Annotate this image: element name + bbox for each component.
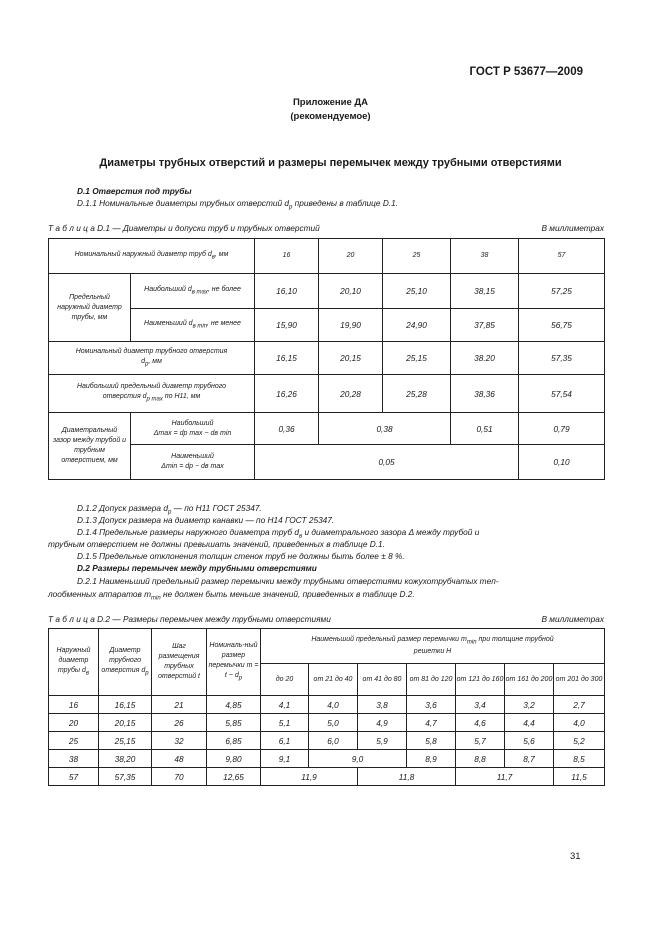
table-cell: 20,15 xyxy=(99,714,152,732)
table-cell: 25,28 xyxy=(383,375,451,413)
table-cell: 20,28 xyxy=(319,375,383,413)
table2-subcol: от 41 до 80 xyxy=(358,664,407,696)
table-cell: 38,36 xyxy=(451,375,519,413)
table-row xyxy=(49,732,605,750)
table1-row-hole xyxy=(49,342,605,375)
table-cell: 16,15 xyxy=(255,342,319,375)
standard-header: ГОСТ Р 53677—2009 xyxy=(469,66,583,78)
table-cell: 32 xyxy=(152,732,207,750)
table2-subcol: до 20 xyxy=(261,664,309,696)
table1-gap-max-label: Наибольший Δmax = dp max − dв min xyxy=(131,413,255,445)
table2-subcol: от 81 до 120 xyxy=(407,664,456,696)
table1-max-label: Наибольший $d_{в max}$, не более xyxy=(131,274,255,309)
table-cell: 3,6 xyxy=(407,696,456,714)
table-cell: 8,8 xyxy=(456,750,505,768)
table-cell: 8,7 xyxy=(505,750,554,768)
paragraph-d21-cont: лообменных аппаратов $m_{min}$ не должен быть меньше значений, приведенных в таблице D.2. xyxy=(48,589,415,602)
table-cell: 57 xyxy=(519,239,605,274)
table-cell: 4,0 xyxy=(554,714,605,732)
table-cell: 11,5 xyxy=(554,768,605,786)
table1-row-hole-max xyxy=(49,375,605,413)
table-cell: 19,90 xyxy=(319,309,383,342)
table1-row-max xyxy=(49,274,605,309)
table-cell: 5,7 xyxy=(456,732,505,750)
table-cell: 21 xyxy=(152,696,207,714)
table-cell: 0,38 xyxy=(319,413,451,445)
table-cell: 4,85 xyxy=(207,696,261,714)
annex-title: Приложение ДА xyxy=(292,97,369,108)
table2-group-header: Наименьший предельный размер перемычки $m_{min}$ при толщине трубной решетки Н xyxy=(261,629,605,664)
table-cell: 8,5 xyxy=(554,750,605,768)
table2-col-hole-diameter: Диаметр трубного отверстия $d_p$ xyxy=(99,629,152,696)
table1-row-nominal xyxy=(49,239,605,274)
table2-col-nominal-bridge: Номиналь-ный размер перемычки $m = t - d_p$ xyxy=(207,629,261,696)
table1-gap-min-label: Наименьший Δmin = dp − dв max xyxy=(131,445,255,480)
page-number: 31 xyxy=(570,851,581,862)
table-d2 xyxy=(48,628,605,786)
table2-col-outer-diameter: Наружный диаметр трубы $d_в$ xyxy=(49,629,99,696)
table2-caption: Т а б л и ц а D.2 — Размеры перемычек между трубными отверстиями xyxy=(48,614,331,624)
table-cell: 25,15 xyxy=(99,732,152,750)
table-cell: 70 xyxy=(152,768,207,786)
table-cell: 37,85 xyxy=(451,309,519,342)
table1-row-min xyxy=(49,309,605,342)
table-cell: 2,7 xyxy=(554,696,605,714)
table-cell: 24,90 xyxy=(383,309,451,342)
table-cell: 38 xyxy=(451,239,519,274)
table-cell: 16,26 xyxy=(255,375,319,413)
table-cell: 38,15 xyxy=(451,274,519,309)
paragraph-d12: D.1.2 Допуск размера $d_p$ — по Н11 ГОСТ 25347. xyxy=(77,503,262,516)
paragraph-d11: D.1.1 Номинальные диаметры трубных отверстий $d_p$ приведены в таблице D.1. xyxy=(77,198,399,211)
table-cell: 8,9 xyxy=(407,750,456,768)
paragraph-d14: D.1.4 Предельные размеры наружного диаметра труб $d_в$ и диаметрального зазора Δ между трубой и xyxy=(77,527,480,540)
table-cell: 6,1 xyxy=(261,732,309,750)
table1-hole-max-label: Наибольший предельный диаметр трубного отверстия $d_{p max}$ по Н11, мм xyxy=(49,375,255,413)
table-cell: 5,1 xyxy=(261,714,309,732)
table-cell: 11,9 xyxy=(261,768,358,786)
table-row xyxy=(49,750,605,768)
table-cell: 25 xyxy=(49,732,99,750)
table1-row-gap-max xyxy=(49,413,605,445)
table-cell: 4,4 xyxy=(505,714,554,732)
section-d2-heading: D.2 Размеры перемычек между трубными отверстиями xyxy=(77,563,317,573)
table-cell: 6,85 xyxy=(207,732,261,750)
table-cell: 11,7 xyxy=(456,768,554,786)
section-d1-heading: D.1 Отверстия под трубы xyxy=(77,186,192,196)
table-cell: 0,10 xyxy=(519,445,605,480)
table2-subcol: от 121 до 160 xyxy=(456,664,505,696)
table-cell: 16,10 xyxy=(255,274,319,309)
table-cell: 11,8 xyxy=(358,768,456,786)
table-d1 xyxy=(48,238,605,480)
table-row xyxy=(49,714,605,732)
table-cell: 48 xyxy=(152,750,207,768)
table-cell: 57,35 xyxy=(519,342,605,375)
table1-nominal-label: Номинальный наружный диаметр труб $d_в$, мм xyxy=(49,239,255,274)
table-cell: 38,20 xyxy=(99,750,152,768)
table-row xyxy=(49,696,605,714)
table-cell: 3,8 xyxy=(358,696,407,714)
table1-hole-label: Номинальный диаметр трубного отверстия $d_p$, мм xyxy=(49,342,255,375)
table-cell: 20 xyxy=(319,239,383,274)
table-cell: 57 xyxy=(49,768,99,786)
table1-row-gap-min xyxy=(49,445,605,480)
table-cell: 57,35 xyxy=(99,768,152,786)
table-cell: 6,0 xyxy=(309,732,358,750)
table-cell: 25,10 xyxy=(383,274,451,309)
table-cell: 5,9 xyxy=(358,732,407,750)
table1-min-label: Наименьший $d_{в min}$, не менее xyxy=(131,309,255,342)
table-cell: 4,9 xyxy=(358,714,407,732)
table-cell: 16 xyxy=(255,239,319,274)
table-row xyxy=(49,768,605,786)
table1-limit-label: Предельный наружный диаметр трубы, мм xyxy=(49,274,131,342)
table-cell: 4,7 xyxy=(407,714,456,732)
table-cell: 4,0 xyxy=(309,696,358,714)
table-cell: 0,51 xyxy=(451,413,519,445)
chapter-title: Диаметры трубных отверстий и размеры перемычек между трубными отверстиями xyxy=(99,157,562,169)
table-cell: 38 xyxy=(49,750,99,768)
table1-units: В миллиметрах xyxy=(541,223,604,233)
table-cell: 16,15 xyxy=(99,696,152,714)
table2-subcol: от 201 до 300 xyxy=(554,664,605,696)
table-cell: 5,6 xyxy=(505,732,554,750)
paragraph-d21: D.2.1 Наименьший предельный размер перемычки между трубными отверстиями кожухотрубчатых теп- xyxy=(77,576,499,586)
table-cell: 26 xyxy=(152,714,207,732)
table-cell: 38.20 xyxy=(451,342,519,375)
table1-caption: Т а б л и ц а D.1 — Диаметры и допуски труб и трубных отверстий xyxy=(48,223,320,233)
table-cell: 25 xyxy=(383,239,451,274)
table-cell: 15,90 xyxy=(255,309,319,342)
paragraph-d15: D.1.5 Предельные отклонения толщин стенок труб не должны быть более ± 8 %. xyxy=(77,551,405,561)
table-cell: 16 xyxy=(49,696,99,714)
table-cell: 20,15 xyxy=(319,342,383,375)
table-cell: 9,0 xyxy=(309,750,407,768)
table2-subcol: от 161 до 200 xyxy=(505,664,554,696)
table-cell: 3,4 xyxy=(456,696,505,714)
annex-heading xyxy=(0,96,661,124)
table-cell: 4,1 xyxy=(261,696,309,714)
table-cell: 0,79 xyxy=(519,413,605,445)
table-cell: 57,54 xyxy=(519,375,605,413)
paragraph-d14-cont: трубным отверстием не должны превышать значений, приведенных в таблице D.1. xyxy=(48,539,385,549)
table-cell: 12,65 xyxy=(207,768,261,786)
table-cell: 20 xyxy=(49,714,99,732)
table2-header-row xyxy=(49,629,605,664)
table2-subcol: от 21 до 40 xyxy=(309,664,358,696)
table1-gap-label: Диаметральный зазор между трубой и трубным отверстием, мм xyxy=(49,413,131,480)
table-cell: 5,2 xyxy=(554,732,605,750)
table-cell: 25,15 xyxy=(383,342,451,375)
table-cell: 3,2 xyxy=(505,696,554,714)
annex-subtitle: (рекомендуемое) xyxy=(290,111,371,122)
table2-units: В миллиметрах xyxy=(541,614,604,624)
table-cell: 5,85 xyxy=(207,714,261,732)
table-cell: 5,8 xyxy=(407,732,456,750)
table2-col-pitch: Шаг размещения трубных отверстий t xyxy=(152,629,207,696)
table-cell: 9,80 xyxy=(207,750,261,768)
table-cell: 20,10 xyxy=(319,274,383,309)
table-cell: 0,05 xyxy=(255,445,519,480)
table-cell: 4,6 xyxy=(456,714,505,732)
table-cell: 0,36 xyxy=(255,413,319,445)
table-cell: 5,0 xyxy=(309,714,358,732)
paragraph-d13: D.1.3 Допуск размера на диаметр канавки — по Н14 ГОСТ 25347. xyxy=(77,515,335,525)
table-cell: 57,25 xyxy=(519,274,605,309)
table-cell: 9,1 xyxy=(261,750,309,768)
table-cell: 56,75 xyxy=(519,309,605,342)
